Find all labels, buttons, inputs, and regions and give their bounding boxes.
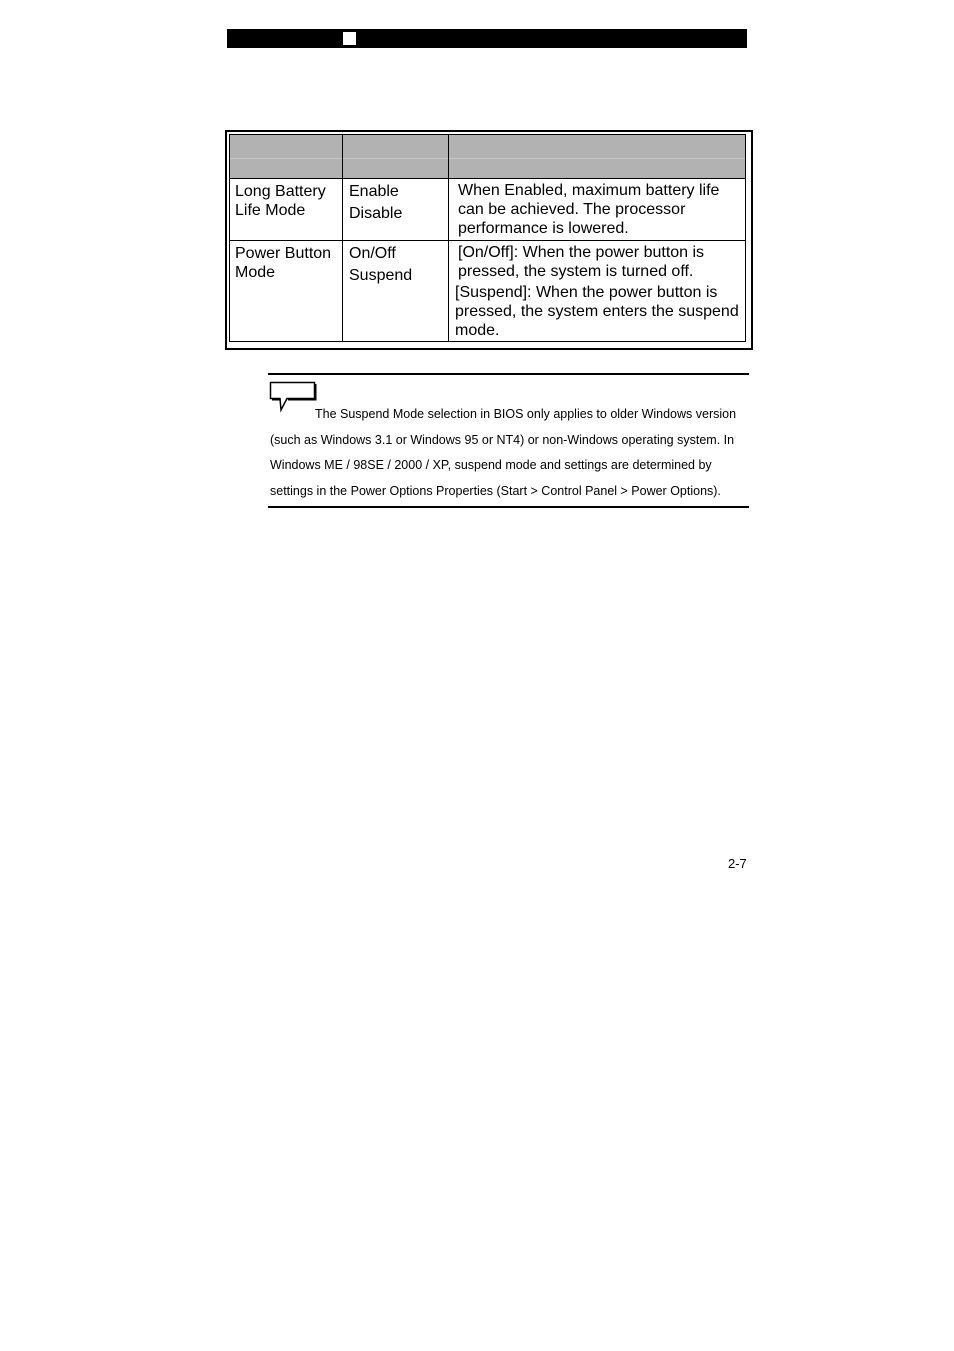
header-cell-options <box>343 135 449 179</box>
header-cell-item <box>230 135 343 179</box>
description-cell <box>449 241 746 342</box>
header-square-marker <box>343 32 356 45</box>
option-value: On/Off <box>349 245 396 262</box>
description-text: [Suspend]: When the power button is pressed, the system enters the suspend mode. <box>455 284 739 339</box>
note-bottom-rule <box>268 506 749 508</box>
item-cell: Long Battery Life Mode <box>230 179 343 241</box>
options-cell <box>343 241 449 342</box>
page-number: 2-7 <box>728 856 747 871</box>
note-top-rule <box>268 373 749 375</box>
settings-table-frame <box>225 130 753 350</box>
item-cell: Power Button Mode <box>230 241 343 342</box>
description-text: When Enabled, maximum battery life can be achieved. The processor performance is lowered. <box>458 182 720 237</box>
note-text: The Suspend Mode selection in BIOS only applies to older Windows version (such as Windows 3.1 or Windows 95 or NT4) or non-Windows operating system. In Windows ME / 98SE / 2000 / XP, suspend mode and settings are determined by settings in the Power Options Properties (Start > Control Panel > Power Options). <box>270 407 737 499</box>
header-bar <box>227 29 747 48</box>
option-value: Suspend <box>349 267 413 284</box>
table-header-row <box>230 135 746 179</box>
header-cell-description <box>449 135 746 179</box>
option-value: Enable <box>349 183 399 200</box>
description-cell <box>449 179 746 241</box>
table-row <box>230 241 746 342</box>
table-row <box>230 179 746 241</box>
option-value: Disable <box>349 205 403 222</box>
options-cell <box>343 179 449 241</box>
settings-table <box>229 134 746 342</box>
description-text: [On/Off]: When the power button is pressed, the system is turned off. <box>458 244 705 280</box>
